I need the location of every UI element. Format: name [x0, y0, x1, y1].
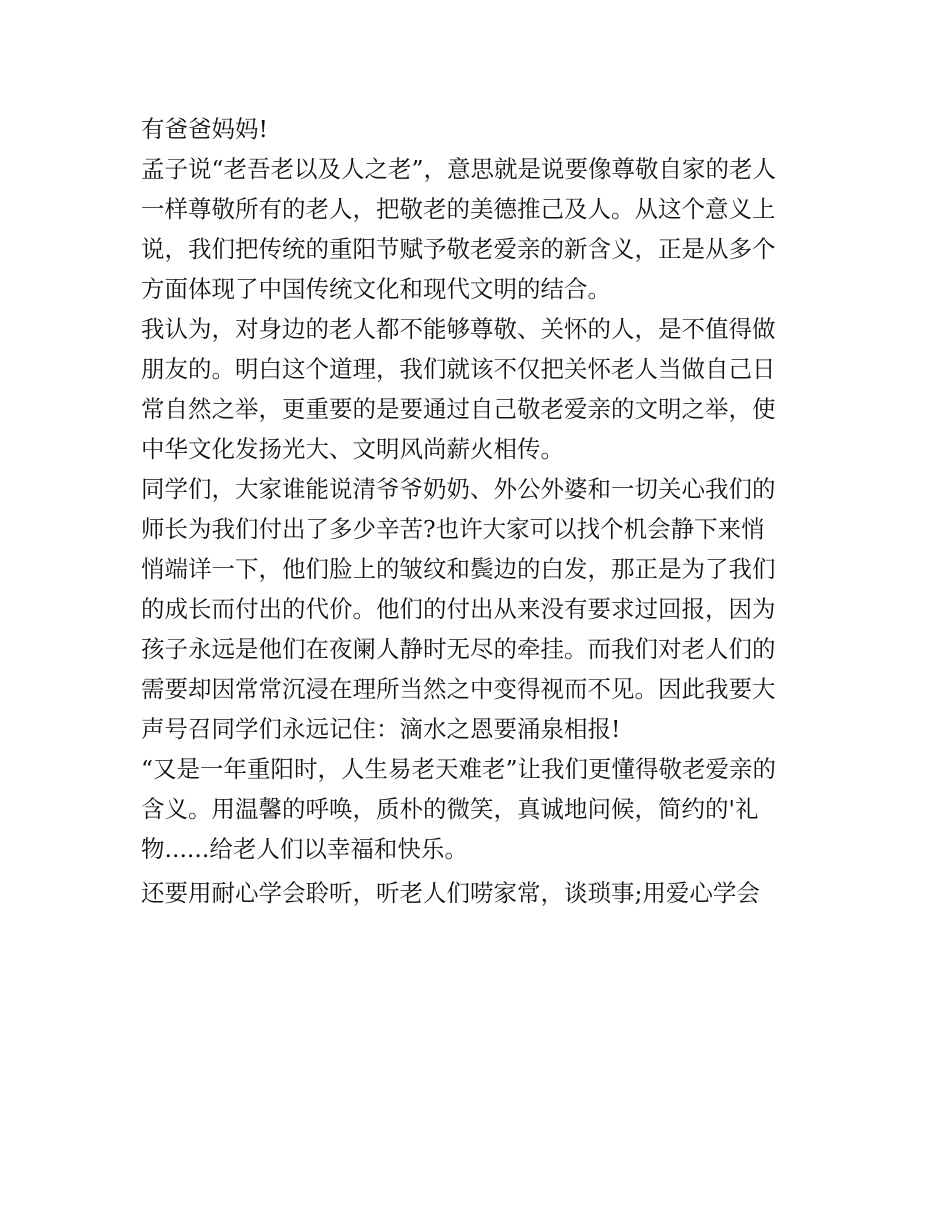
text-line: “又是一年重阳时，人生易老天难老”让我们更懂得敬老爱亲的: [141, 755, 777, 783]
text-line: 孟子说“老吾老以及人之老”，意思就是说要像尊敬自家的老人: [141, 155, 777, 183]
text-line: 悄端详一下，他们脸上的皱纹和鬓边的白发，那正是为了我们: [141, 555, 776, 583]
text-line: 方面体现了中国传统文化和现代文明的结合。: [141, 275, 611, 303]
text-line: 含义。用温馨的呼唤，质朴的微笑，真诚地问候，简约的'礼: [141, 795, 759, 823]
text-line: 师长为我们付出了多少辛苦?也许大家可以找个机会静下来悄: [141, 515, 765, 543]
text-line: 有爸爸妈妈!: [141, 115, 268, 143]
text-line: 孩子永远是他们在夜阑人静时无尽的牵挂。而我们对老人们的: [141, 635, 776, 663]
text-line: 中华文化发扬光大、文明风尚薪火相传。: [141, 435, 564, 463]
text-line: 一样尊敬所有的老人，把敬老的美德推己及人。从这个意义上: [141, 195, 776, 223]
text-line: 朋友的。明白这个道理，我们就该不仅把关怀老人当做自己日: [141, 355, 776, 383]
text-line: 还要用耐心学会聆听，听老人们唠家常，谈琐事;用爱心学会: [141, 879, 760, 907]
text-line: 物......给老人们以幸福和快乐。: [141, 835, 468, 863]
text-line: 同学们，大家谁能说清爷爷奶奶、外公外婆和一切关心我们的: [141, 475, 776, 503]
document-body: [141, 109, 821, 913]
text-line: 需要却因常常沉浸在理所当然之中变得视而不见。因此我要大: [141, 675, 776, 703]
text-line: 的成长而付出的代价。他们的付出从来没有要求过回报，因为: [141, 595, 776, 623]
text-line: 我认为，对身边的老人都不能够尊敬、关怀的人，是不值得做: [141, 315, 776, 343]
text-line: 常自然之举，更重要的是要通过自己敬老爱亲的文明之举，使: [141, 395, 776, 423]
text-line: 说，我们把传统的重阳节赋予敬老爱亲的新含义，正是从多个: [141, 235, 776, 263]
text-line: 声号召同学们永远记住：滴水之恩要涌泉相报!: [141, 715, 621, 743]
